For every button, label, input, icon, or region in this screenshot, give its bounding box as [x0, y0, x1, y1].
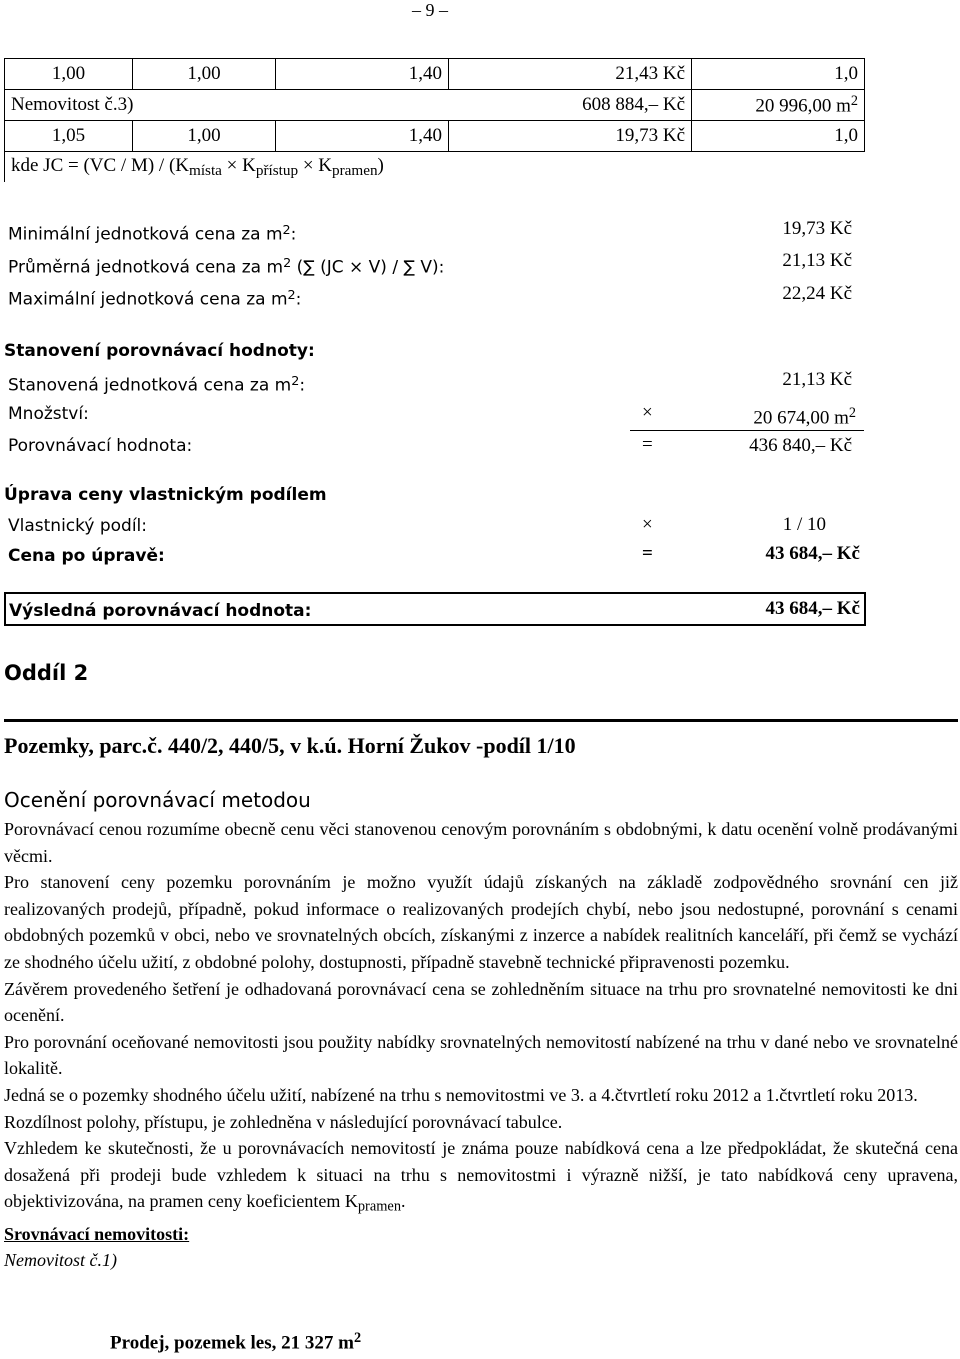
formula-text: kde JC = (VC / M) / (K: [11, 154, 190, 176]
max-price-value: 22,24 Kč: [782, 283, 852, 304]
section-title: Oddíl 2: [4, 661, 89, 685]
formula-text: × K: [221, 154, 256, 176]
set-price-label: [8, 374, 305, 396]
comparison-value: 436 840,– Kč: [749, 435, 852, 456]
ownership-share-value: 1 / 10: [782, 514, 826, 535]
value-text: 20 674,00 m: [753, 407, 849, 429]
table-row: [5, 121, 865, 152]
subscript: pramen: [332, 161, 378, 179]
label-text: Stanovená jednotková cena za m: [8, 375, 292, 396]
table-cell: [692, 90, 865, 121]
table-cell: Nemovitost č.3): [5, 90, 449, 121]
table-cell: 608 884,– Kč: [449, 90, 692, 121]
table-row: [5, 90, 865, 121]
sum-rule: [630, 430, 864, 431]
formula-text: ): [377, 154, 384, 176]
set-price-value: 21,13 Kč: [782, 369, 852, 390]
paragraph: Porovnávací cenou rozumíme obecně cenu věci stanovenou cenovým porovnáním s obdobnými, k datu ocenění volně prodávanými věcmi.: [4, 819, 958, 866]
comparable-item: Nemovitost č.1): [4, 1250, 117, 1271]
paragraph-text: Vzhledem ke skutečnosti, že u porovnávacích nemovitostí je známa pouze nabídková cena a lze předpokládat, že skutečná cena dosažená při prodeji bude vzhledem k situaci na trhu s nemovitostmi i výrazně nižší, je tato nabídková ceny upravena, objektivizována, na pramen ceny koeficientem K: [4, 1138, 958, 1212]
superscript: 2: [282, 223, 291, 238]
table-cell: 1,05: [5, 121, 133, 152]
avg-price-value: 21,13 Kč: [782, 250, 852, 271]
max-price-label: [8, 288, 301, 310]
adjusted-price-value: 43 684,– Kč: [765, 543, 860, 564]
min-price-label: [8, 223, 296, 245]
superscript: 2: [287, 288, 296, 303]
adjusted-price-label: Cena po úpravě:: [8, 546, 165, 566]
method-heading: Ocenění porovnávací metodou: [4, 788, 311, 812]
table-row: [5, 152, 865, 183]
area-value: 20 996,00 m: [755, 95, 851, 117]
superscript: 2: [848, 405, 856, 421]
comparables-heading: Srovnávací nemovitosti:: [4, 1223, 190, 1244]
table-cell: 1,0: [692, 121, 865, 152]
subscript: přístup: [255, 161, 299, 179]
table-row: [5, 59, 865, 90]
label-text: :: [299, 375, 306, 396]
paragraph: Závěrem provedeného šetření je odhadovaná porovnávací cena se zohledněním situace na trhu pro srovnatelné nemovitosti ke dni ocenění.: [4, 978, 958, 1026]
table-cell: 1,00: [133, 59, 276, 90]
superscript: 2: [353, 1330, 362, 1346]
label-text: :: [290, 224, 297, 245]
formula-text: × K: [298, 154, 332, 176]
multiply-sign: ×: [642, 402, 653, 423]
avg-price-label: [8, 256, 444, 278]
label-text: Průměrná jednotková cena za m: [8, 257, 284, 278]
description-text: Prodej, pozemek les, 21 327 m: [110, 1332, 354, 1354]
quantity-value: [753, 405, 856, 429]
label-text: :: [295, 289, 302, 310]
page-number: – 9 –: [412, 0, 448, 20]
table-cell: 1,40: [276, 59, 449, 90]
comparison-table-fragment: [4, 58, 865, 182]
label-text: (∑ (JC × V) / ∑ V):: [291, 257, 445, 278]
section-subtitle: Pozemky, parc.č. 440/2, 440/5, v k.ú. Horní Žukov -podíl 1/10: [4, 733, 576, 758]
superscript: 2: [283, 256, 292, 271]
superscript: 2: [850, 92, 858, 109]
paragraph: Jedná se o pozemky shodného účelu užití, nabízené na trhu s nemovitostmi ve 3. a 4.čtvrtletí roku 2012 a 1.čtvrtletí roku 2013.: [4, 1084, 918, 1105]
table-cell: 1,00: [5, 59, 133, 90]
table-cell: 1,40: [276, 121, 449, 152]
body-text: [4, 816, 958, 1274]
paragraph: Pro porovnání oceňované nemovitosti jsou použity nabídky srovnatelných nemovitostí nabízené na trhu v dané nebo ve srovnatelné lokalitě.: [4, 1031, 958, 1079]
equals-sign: =: [642, 543, 653, 564]
label-text: Minimální jednotková cena za m: [8, 224, 283, 245]
section-rule: [4, 719, 958, 722]
paragraph: Pro stanovení ceny pozemku porovnáním je možno využít údajů získaných na základě zodpovědného srovnání cen již realizovaných prodejů, případně, pokud informace o realizovaných prodejích chybí, nebo jsou nedostupné, porovnání s cenami obdobných pozemků v obci, nebo ve srovnatelných obcích, získanými z inzerce a nabídek realitních kanceláří, při čemž se vychází ze shodného účelu užití, z obdobné polohy, dostupnosti, případně stavebně technické připravenosti pozemku.: [4, 872, 958, 972]
adjustment-heading: Úprava ceny vlastnickým podílem: [4, 485, 327, 505]
paragraph: Rozdílnost polohy, přístupu, je zohledněna v následující porovnávací tabulce.: [4, 1111, 563, 1132]
table-cell: 1,0: [692, 59, 865, 90]
subscript: pramen: [357, 1198, 402, 1215]
paragraph-text: .: [401, 1191, 406, 1212]
min-price-value: 19,73 Kč: [782, 218, 852, 239]
table-cell: 1,00: [133, 121, 276, 152]
paragraph: [4, 1135, 958, 1220]
ownership-share-label: Vlastnický podíl:: [8, 516, 147, 536]
comparison-value-label: Porovnávací hodnota:: [8, 436, 193, 456]
result-value: 43 684,– Kč: [765, 598, 860, 619]
comparison-heading: Stanovení porovnávací hodnoty:: [4, 341, 315, 361]
subscript: místa: [189, 161, 222, 179]
superscript: 2: [291, 374, 300, 389]
quantity-label: Množství:: [8, 404, 89, 424]
comparable-description: [110, 1330, 361, 1354]
result-label: Výsledná porovnávací hodnota:: [9, 601, 312, 621]
table-cell: 21,43 Kč: [449, 59, 692, 90]
label-text: Maximální jednotková cena za m: [8, 289, 288, 310]
equals-sign: =: [642, 434, 653, 455]
table-cell: 19,73 Kč: [449, 121, 692, 152]
formula-cell: [5, 152, 865, 183]
multiply-sign: ×: [642, 514, 653, 535]
